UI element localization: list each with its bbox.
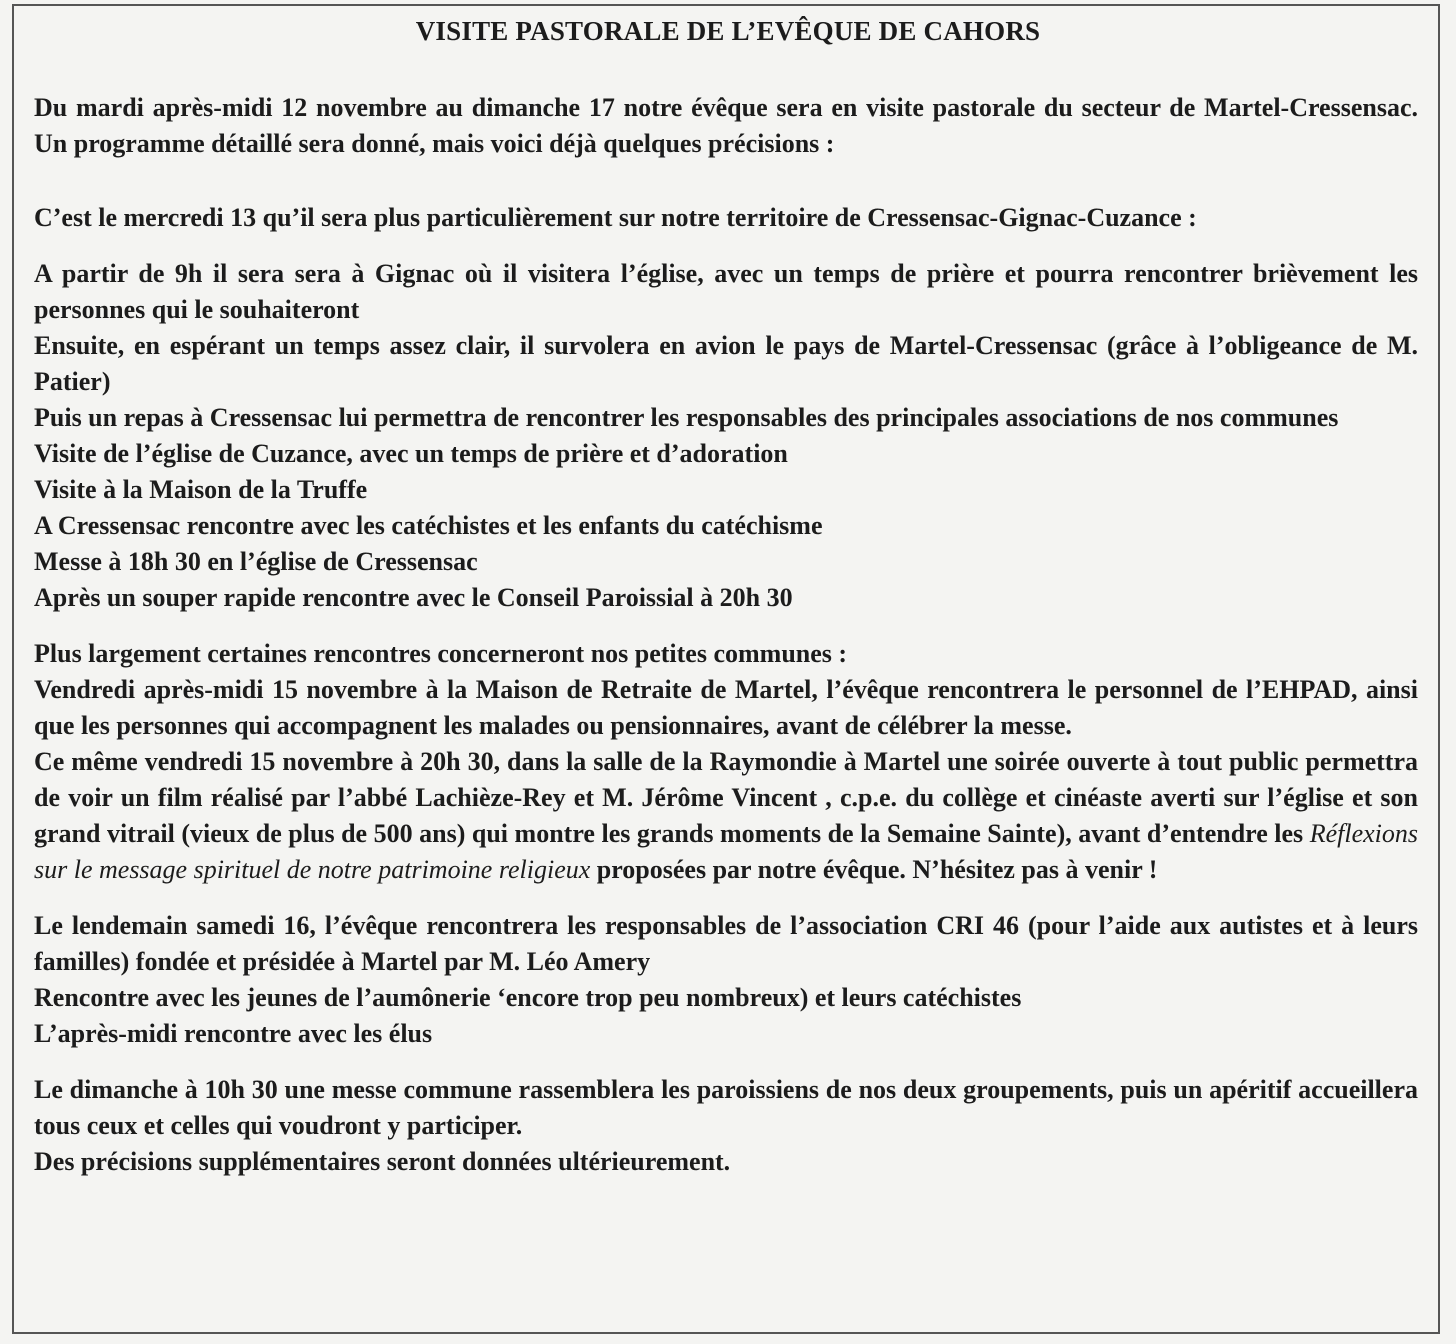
saturday-item: Rencontre avec les jeunes de l’aumônerie ‘encore trop peu nombreux) et leurs catéchistes (34, 983, 1022, 1012)
wednesday-item: A Cressensac rencontre avec les catéchistes et les enfants du catéchisme (34, 511, 823, 540)
wednesday-item: Ensuite, en espérant un temps assez clair, il survolera en avion le pays de Martel-Cressensac (grâce à l’obligeance de M. Patier) (34, 331, 1418, 396)
friday-text-end: proposées par notre évêque. N’hésitez pas à venir ! (590, 855, 1158, 884)
saturday-item: L’après-midi rencontre avec les élus (34, 1019, 433, 1048)
closing-line: Des précisions supplémentaires seront données ultérieurement. (34, 1147, 731, 1176)
saturday-item: Le lendemain samedi 16, l’évêque rencontrera les responsables de l’association CRI 46 (pour l’aide aux autistes et à leurs familles) fondée et présidée à Martel par M. Léo Amery (34, 911, 1418, 976)
wednesday-item: A partir de 9h il sera sera à Gignac où il visitera l’église, avec un temps de prière et pourra rencontrer brièvement les personnes qui le souhaiteront (34, 259, 1418, 324)
sunday-paragraph: Le dimanche à 10h 30 une messe commune rassemblera les paroissiens de nos deux groupements, puis un apéritif accueillera tous ceux et celles qui voudront y participer. (34, 1075, 1418, 1140)
wednesday-item: Visite à la Maison de la Truffe (34, 475, 368, 504)
page-title: VISITE PASTORALE DE L’EVÊQUE DE CAHORS (415, 16, 1041, 46)
wednesday-item: Visite de l’église de Cuzance, avec un temps de prière et d’adoration (34, 439, 788, 468)
wednesday-item: Puis un repas à Cressensac lui permettra de rencontrer les responsables des principales associations de nos communes (34, 403, 1339, 432)
friday-text: Ce même vendredi 15 novembre à 20h 30, dans la salle de la Raymondie à Martel une soirée ouverte à tout public permettra de voir un film réalisé par l’abbé Lachièze-Rey et M. Jérôme Vincent , c.p.e. du collège et cinéaste averti sur l’église et son grand vitrail (vieux de plus de 500 ans) qui montre les grands moments de la Semaine Sainte), avant d’entendre les (34, 747, 1418, 848)
document-body (34, 90, 1418, 1180)
wednesday-item: Messe à 18h 30 en l’église de Cressensac (34, 547, 478, 576)
larger-heading: Plus largement certaines rencontres concerneront nos petites communes : (34, 639, 848, 668)
intro-paragraph: Du mardi après-midi 12 novembre au dimanche 17 notre évêque sera en visite pastorale du secteur de Martel-Cressensac. Un programme détaillé sera donné, mais voici déjà quelques précisions : (34, 93, 1418, 158)
wednesday-item: Après un souper rapide rencontre avec le Conseil Paroissial à 20h 30 (34, 583, 793, 612)
friday-paragraph-2 (34, 744, 1418, 888)
friday-italic-title: Réflexions sur le message spirituel de notre patrimoine religieux (34, 819, 1418, 884)
friday-paragraph-1: Vendredi après-midi 15 novembre à la Maison de Retraite de Martel, l’évêque rencontrera le personnel de l’EHPAD, ainsi que les personnes qui accompagnent les malades ou pensionnaires, avant de célébrer la messe. (34, 675, 1418, 740)
wednesday-heading: C’est le mercredi 13 qu’il sera plus particulièrement sur notre territoire de Cressensac-Gignac-Cuzance : (34, 203, 1197, 232)
